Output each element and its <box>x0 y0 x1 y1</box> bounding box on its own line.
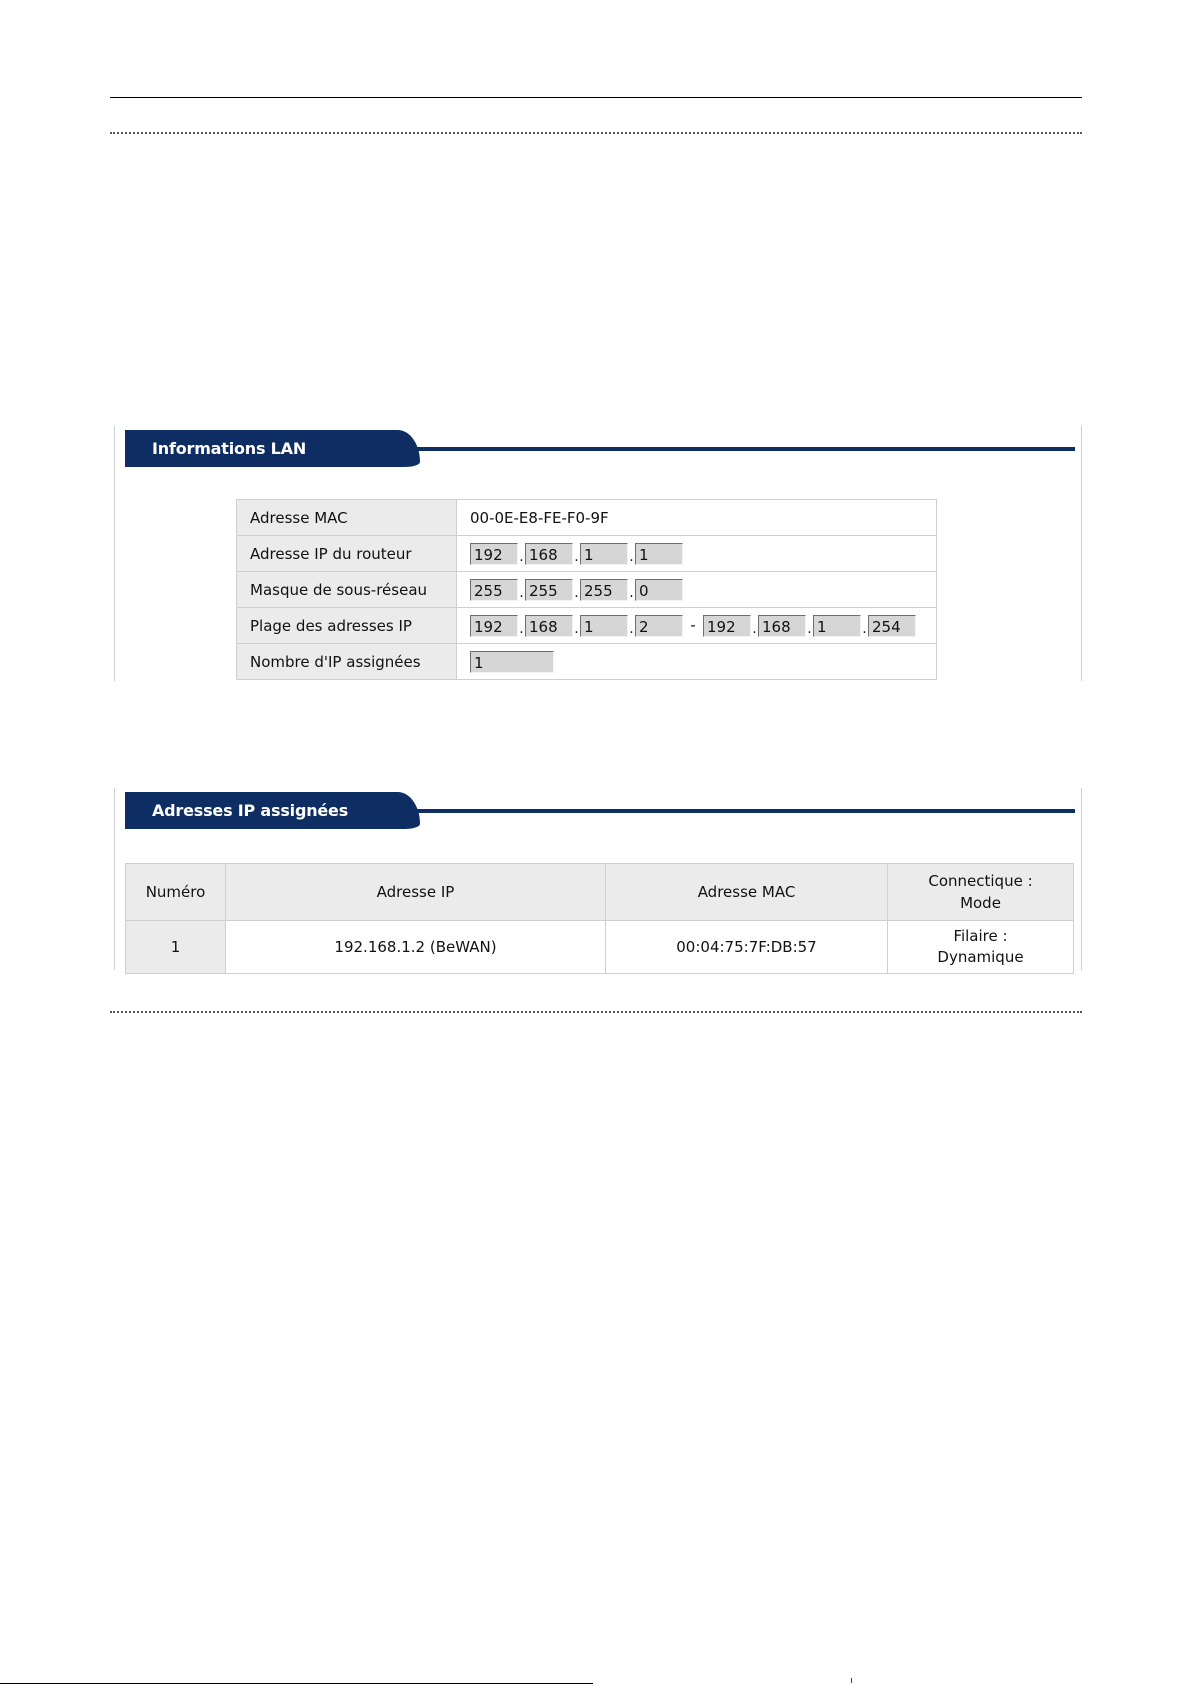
assigned-count-cell <box>457 644 937 680</box>
mask-label: Masque de sous-réseau <box>237 572 457 608</box>
router-ip-octet-1[interactable]: 192 <box>470 543 518 565</box>
mask-octet-4[interactable]: 0 <box>635 579 683 601</box>
lan-info-panel <box>114 426 1082 681</box>
lan-info-table <box>236 499 937 680</box>
col-header-connection-line2: Mode <box>960 894 1001 912</box>
table-row <box>126 921 1074 974</box>
col-header-mac: Adresse MAC <box>606 864 888 921</box>
assigned-section-title: Adresses IP assignées <box>152 801 349 820</box>
router-ip-octet-4[interactable]: 1 <box>635 543 683 565</box>
dot-separator: . <box>862 620 867 637</box>
assigned-section-header <box>125 792 1075 829</box>
assigned-ip-panel <box>114 788 1082 970</box>
dot-separator: . <box>629 620 634 637</box>
range-start-octet-4[interactable]: 2 <box>635 615 683 637</box>
row-connection <box>888 921 1074 974</box>
mask-octet-2[interactable]: 255 <box>525 579 573 601</box>
header-rule-line <box>395 809 1075 813</box>
dot-separator: . <box>574 548 579 565</box>
assigned-count-label: Nombre d'IP assignées <box>237 644 457 680</box>
table-row <box>237 644 937 680</box>
dot-separator: . <box>519 548 524 565</box>
header-rule-line <box>395 447 1075 451</box>
row-number: 1 <box>126 921 226 974</box>
table-row <box>237 608 937 644</box>
range-start-octet-2[interactable]: 168 <box>525 615 573 637</box>
mac-label: Adresse MAC <box>237 500 457 536</box>
range-end-octet-1[interactable]: 192 <box>703 615 751 637</box>
dotted-divider-bottom <box>110 1011 1082 1013</box>
dot-separator: . <box>519 584 524 601</box>
row-ip: 192.168.1.2 (BeWAN) <box>226 921 606 974</box>
dot-separator: . <box>807 620 812 637</box>
table-row <box>237 572 937 608</box>
mac-value: 00-0E-E8-FE-F0-9F <box>457 500 937 536</box>
header-tab <box>125 430 420 467</box>
table-row <box>237 536 937 572</box>
col-header-number: Numéro <box>126 864 226 921</box>
dot-separator: . <box>574 584 579 601</box>
router-ip-fields <box>457 536 937 572</box>
assigned-ip-table <box>125 863 1074 974</box>
page-top-rule <box>110 97 1082 98</box>
range-label: Plage des adresses IP <box>237 608 457 644</box>
dot-separator: . <box>574 620 579 637</box>
router-ip-label: Adresse IP du routeur <box>237 536 457 572</box>
footer-rule <box>0 1683 593 1684</box>
router-ip-octet-2[interactable]: 168 <box>525 543 573 565</box>
row-connection-line1: Filaire : <box>953 927 1008 945</box>
table-row <box>237 500 937 536</box>
lan-section-title: Informations LAN <box>152 439 307 458</box>
range-end-octet-3[interactable]: 1 <box>813 615 861 637</box>
col-header-ip: Adresse IP <box>226 864 606 921</box>
router-ip-octet-3[interactable]: 1 <box>580 543 628 565</box>
row-connection-line2: Dynamique <box>937 948 1024 966</box>
range-end-octet-4[interactable]: 254 <box>868 615 916 637</box>
footer-tick-mark <box>851 1678 852 1683</box>
mask-fields <box>457 572 937 608</box>
range-separator: - <box>690 616 696 634</box>
mask-octet-1[interactable]: 255 <box>470 579 518 601</box>
col-header-connection <box>888 864 1074 921</box>
range-end-octet-2[interactable]: 168 <box>758 615 806 637</box>
range-start-octet-1[interactable]: 192 <box>470 615 518 637</box>
dotted-divider-top <box>110 132 1082 134</box>
range-start-octet-3[interactable]: 1 <box>580 615 628 637</box>
header-tab <box>125 792 420 829</box>
table-header-row <box>126 864 1074 921</box>
dot-separator: . <box>519 620 524 637</box>
assigned-count-field[interactable]: 1 <box>470 651 554 673</box>
dot-separator: . <box>629 548 634 565</box>
range-fields <box>457 608 937 644</box>
row-mac: 00:04:75:7F:DB:57 <box>606 921 888 974</box>
mask-octet-3[interactable]: 255 <box>580 579 628 601</box>
dot-separator: . <box>752 620 757 637</box>
lan-section-header <box>125 430 1075 467</box>
col-header-connection-line1: Connectique : <box>928 872 1033 890</box>
dot-separator: . <box>629 584 634 601</box>
